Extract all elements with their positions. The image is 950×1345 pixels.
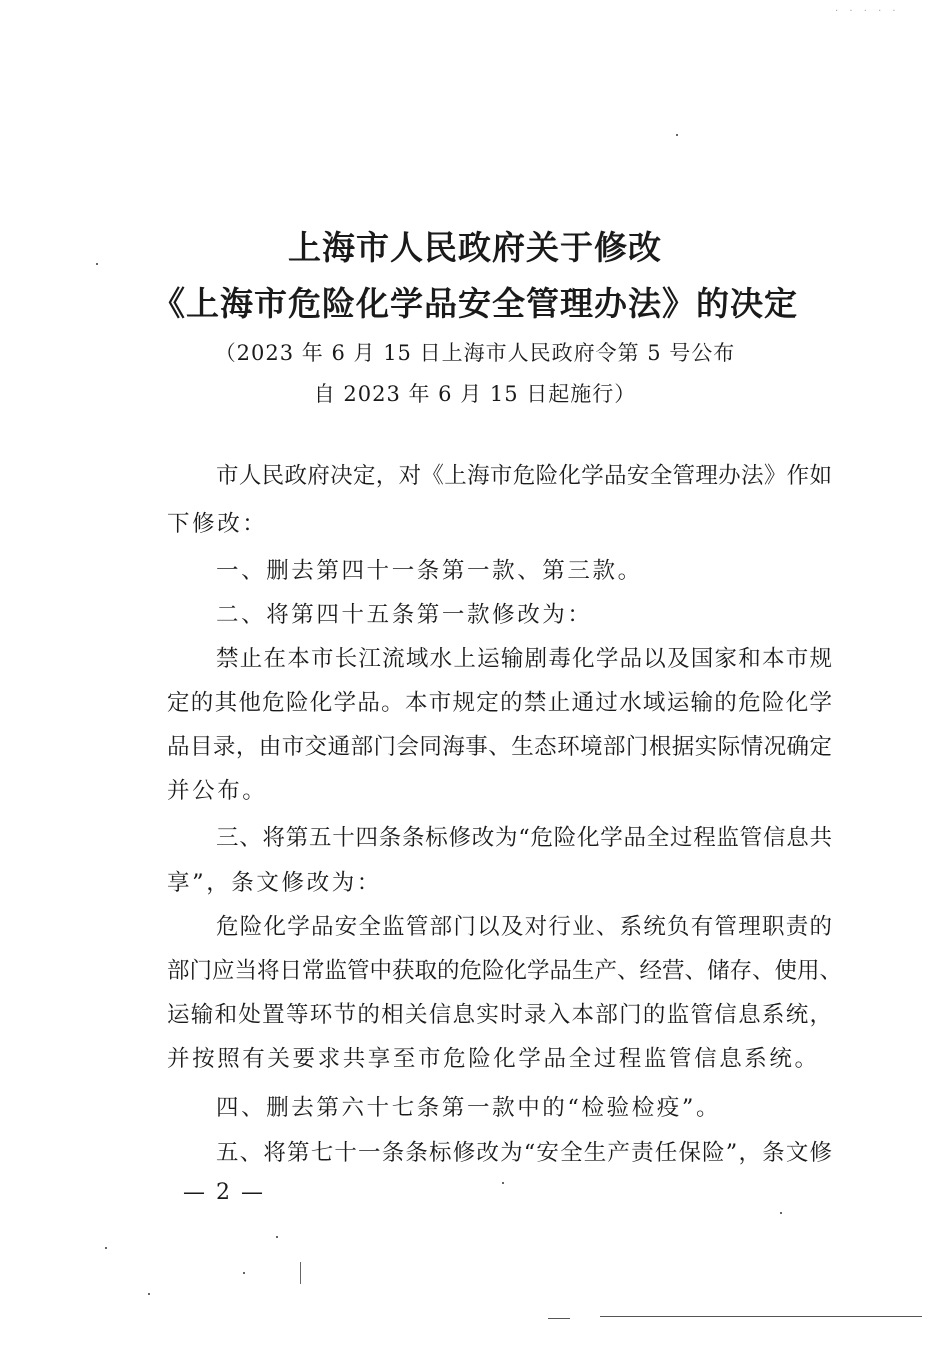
body-line: 并按照有关要求共享至市危险化学品全过程监管信息系统。 xyxy=(167,1046,820,1072)
body-line: 部门应当将日常监管中获取的危险化学品生产、经营、储存、使用、 xyxy=(167,958,843,984)
scan-speck xyxy=(780,1212,782,1214)
scan-speck xyxy=(148,1293,150,1295)
scan-mark: · · · · · xyxy=(835,6,900,17)
scan-speck xyxy=(300,1262,301,1284)
body-line: 危险化学品安全监管部门以及对行业、系统负有管理职责的 xyxy=(216,914,832,940)
body-line: 品目录，由市交通部门会同海事、生态环境部门根据实际情况确定 xyxy=(167,734,832,760)
body-line: 禁止在本市长江流域水上运输剧毒化学品以及国家和本市规 xyxy=(216,646,832,672)
page-number: — 2 — xyxy=(183,1180,265,1205)
body-line: 定的其他危险化学品。本市规定的禁止通过水域运输的危险化学 xyxy=(167,690,832,716)
body-line: 市人民政府决定，对《上海市危险化学品安全管理办法》作如 xyxy=(216,463,832,489)
subtitle-line-2: 自 2023 年 6 月 15 日起施行） xyxy=(313,382,637,406)
scan-speck xyxy=(96,263,98,265)
body-line: 下修改： xyxy=(167,511,268,537)
scan-line xyxy=(548,1318,570,1319)
body-line: 四、删去第六十七条第一款中的“检验检疫”。 xyxy=(216,1095,722,1121)
body-line: 五、将第七十一条条标修改为“安全生产责任保险”，条文修 xyxy=(216,1140,832,1166)
scan-speck xyxy=(676,134,678,136)
body-line: 并公布。 xyxy=(167,778,268,804)
title-line-2: 《上海市危险化学品安全管理办法》的决定 xyxy=(152,284,798,323)
scan-speck xyxy=(105,1247,107,1249)
subtitle-line-1: （2023 年 6 月 15 日上海市人民政府令第 5 号公布 xyxy=(214,341,736,365)
scan-speck xyxy=(502,1182,504,1184)
scan-speck xyxy=(276,1236,278,1238)
body-line: 三、将第五十四条条标修改为“危险化学品全过程监管信息共 xyxy=(216,825,832,851)
body-line: 运输和处置等环节的相关信息实时录入本部门的监管信息系统， xyxy=(167,1002,832,1028)
scan-speck xyxy=(243,1272,245,1274)
body-line: 二、将第四十五条第一款修改为： xyxy=(216,602,593,628)
body-line: 享”，条文修改为： xyxy=(167,870,382,896)
body-line: 一、删去第四十一条第一款、第三款。 xyxy=(216,558,643,584)
scan-line xyxy=(600,1316,922,1317)
title-line-1: 上海市人民政府关于修改 xyxy=(288,228,662,267)
